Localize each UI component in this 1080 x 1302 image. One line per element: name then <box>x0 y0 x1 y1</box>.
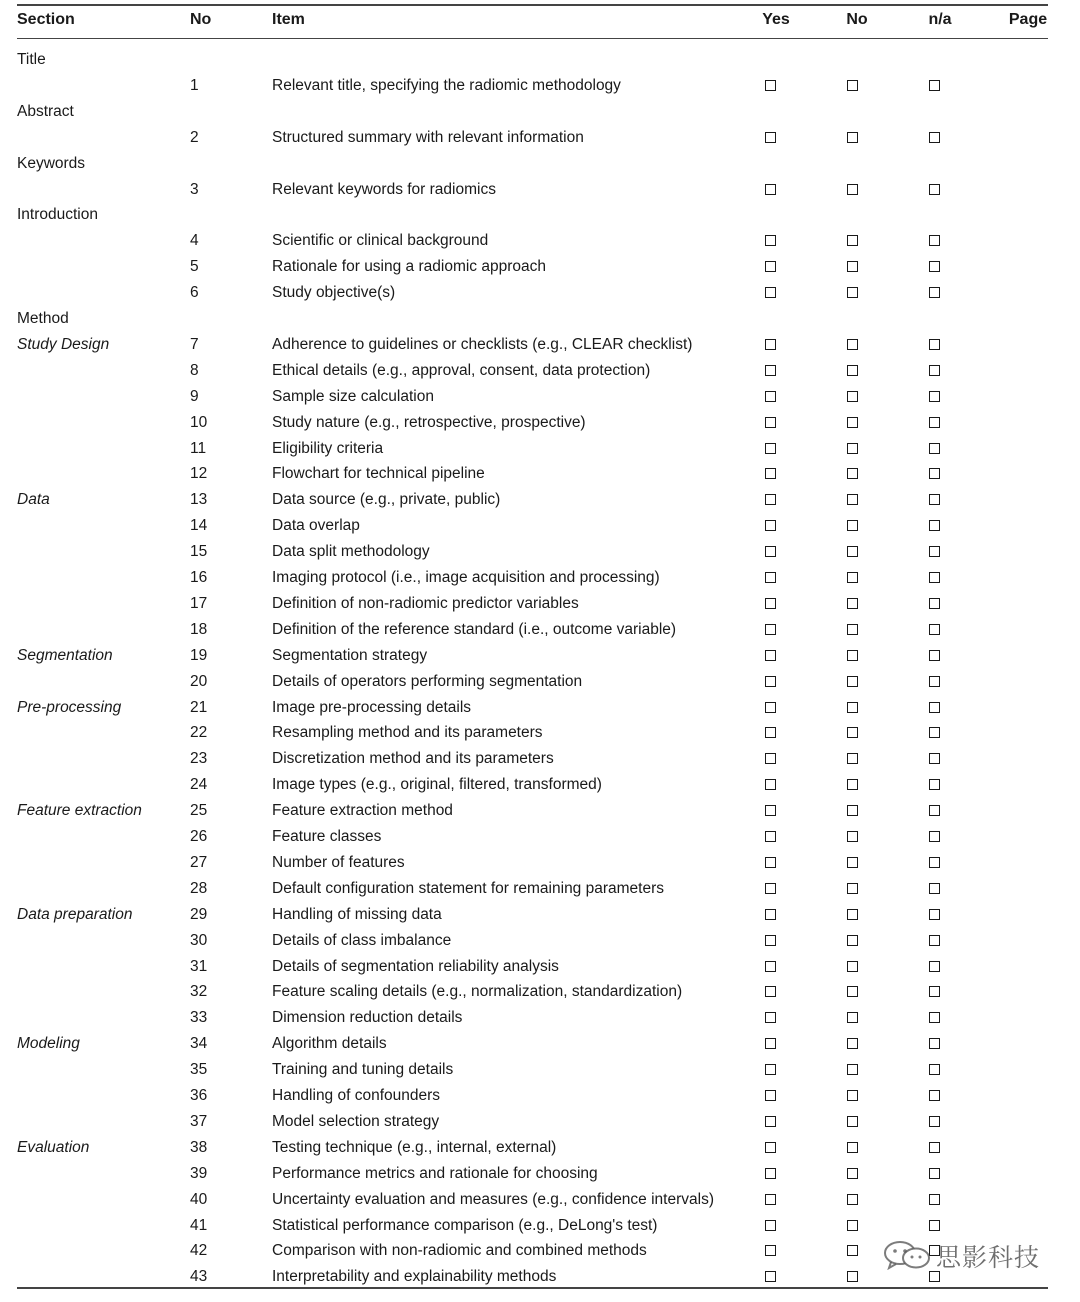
item-number: 20 <box>190 672 208 690</box>
item-description: Comparison with non-radiomic and combined methods <box>272 1242 647 1260</box>
item-number: 3 <box>190 180 199 198</box>
no-checkbox[interactable] <box>847 676 858 687</box>
table-row <box>0 125 1080 151</box>
yes-checkbox[interactable] <box>765 1194 776 1205</box>
na-checkbox[interactable] <box>929 1090 940 1101</box>
yes-checkbox[interactable] <box>765 727 776 738</box>
item-number: 43 <box>190 1268 208 1286</box>
table-row <box>0 1135 1080 1161</box>
na-checkbox[interactable] <box>929 494 940 505</box>
header-na: n/a <box>928 11 952 28</box>
table-row <box>0 1187 1080 1213</box>
yes-checkbox[interactable] <box>765 1142 776 1153</box>
item-description: Interpretability and explainability methods <box>272 1268 557 1286</box>
item-number: 29 <box>190 905 208 923</box>
no-checkbox[interactable] <box>847 572 858 583</box>
yes-checkbox[interactable] <box>765 339 776 350</box>
item-description: Image types (e.g., original, filtered, transformed) <box>272 776 602 794</box>
table-row <box>0 954 1080 980</box>
item-description: Eligibility criteria <box>272 439 384 457</box>
header-page: Page <box>1008 11 1048 28</box>
item-number: 12 <box>190 465 208 483</box>
item-description: Algorithm details <box>272 1035 387 1053</box>
no-checkbox[interactable] <box>847 702 858 713</box>
table-row <box>0 254 1080 280</box>
na-checkbox[interactable] <box>929 624 940 635</box>
item-description: Definition of non-radiomic predictor variables <box>272 594 579 612</box>
section-heading-row <box>0 151 1080 177</box>
yes-checkbox[interactable] <box>765 1271 776 1282</box>
item-number: 36 <box>190 1087 208 1104</box>
no-checkbox[interactable] <box>847 339 858 350</box>
yes-checkbox[interactable] <box>765 391 776 402</box>
table-row <box>0 591 1080 617</box>
bottom-rule <box>17 1287 1048 1289</box>
na-checkbox[interactable] <box>929 1038 940 1049</box>
yes-checkbox[interactable] <box>765 417 776 428</box>
yes-checkbox[interactable] <box>765 753 776 764</box>
yes-checkbox[interactable] <box>765 676 776 687</box>
table-row <box>0 1161 1080 1187</box>
subsection-label: Data <box>17 491 50 509</box>
item-number: 10 <box>190 413 208 431</box>
no-checkbox[interactable] <box>847 1220 858 1231</box>
na-checkbox[interactable] <box>929 598 940 609</box>
item-description: Data overlap <box>272 517 360 535</box>
table-row <box>0 539 1080 565</box>
item-description: Model selection strategy <box>272 1112 440 1130</box>
item-number: 13 <box>190 491 208 509</box>
na-checkbox[interactable] <box>929 779 940 790</box>
table-row <box>0 772 1080 798</box>
top-rule <box>17 4 1048 6</box>
table-row <box>0 487 1080 513</box>
section-label: Keywords <box>17 154 86 172</box>
table-row <box>0 332 1080 358</box>
no-checkbox[interactable] <box>847 546 858 557</box>
no-checkbox[interactable] <box>847 1064 858 1075</box>
item-number: 26 <box>190 828 208 845</box>
item-number: 8 <box>190 361 199 379</box>
yes-checkbox[interactable] <box>765 184 776 195</box>
table-row <box>0 695 1080 721</box>
item-number: 35 <box>190 1061 208 1079</box>
item-number: 5 <box>190 258 199 276</box>
watermark-text: 思影科技 <box>936 1243 1041 1272</box>
item-number: 38 <box>190 1138 208 1156</box>
table-row <box>0 1057 1080 1083</box>
table-row <box>0 1005 1080 1031</box>
header-no-column: No <box>846 11 868 28</box>
item-description: Details of segmentation reliability analysis <box>272 957 559 975</box>
item-description: Ethical details (e.g., approval, consent, data protection) <box>272 361 651 379</box>
item-description: Imaging protocol (i.e., image acquisition and processing) <box>272 569 660 586</box>
table-row <box>0 461 1080 487</box>
na-checkbox[interactable] <box>929 676 940 687</box>
no-checkbox[interactable] <box>847 1142 858 1153</box>
no-checkbox[interactable] <box>847 468 858 479</box>
no-checkbox[interactable] <box>847 1168 858 1179</box>
yes-checkbox[interactable] <box>765 468 776 479</box>
table-row <box>0 73 1080 99</box>
item-description: Handling of missing data <box>272 905 442 923</box>
item-number: 11 <box>190 439 207 457</box>
no-checkbox[interactable] <box>847 753 858 764</box>
item-number: 37 <box>190 1112 208 1130</box>
item-description: Statistical performance comparison (e.g., DeLong's test) <box>272 1216 658 1234</box>
item-number: 14 <box>190 517 208 535</box>
no-checkbox[interactable] <box>847 1194 858 1205</box>
na-checkbox[interactable] <box>929 391 940 402</box>
yes-checkbox[interactable] <box>765 1220 776 1231</box>
yes-checkbox[interactable] <box>765 650 776 661</box>
item-description: Feature classes <box>272 828 382 845</box>
no-checkbox[interactable] <box>847 1116 858 1127</box>
no-checkbox[interactable] <box>847 365 858 376</box>
item-description: Adherence to guidelines or checklists (e.g., CLEAR checklist) <box>272 335 693 353</box>
header-rule <box>17 38 1048 39</box>
item-description: Performance metrics and rationale for choosing <box>272 1164 598 1182</box>
item-number: 32 <box>190 983 208 1001</box>
no-checkbox[interactable] <box>847 805 858 816</box>
na-checkbox[interactable] <box>929 572 940 583</box>
table-row <box>0 513 1080 539</box>
no-checkbox[interactable] <box>847 857 858 868</box>
no-checkbox[interactable] <box>847 235 858 246</box>
section-label: Method <box>17 310 69 327</box>
na-checkbox[interactable] <box>929 753 940 764</box>
na-checkbox[interactable] <box>929 1220 940 1231</box>
subsection-label: Study Design <box>17 335 110 353</box>
yes-checkbox[interactable] <box>765 1038 776 1049</box>
item-number: 42 <box>190 1242 208 1260</box>
yes-checkbox[interactable] <box>765 287 776 298</box>
item-number: 6 <box>190 284 199 302</box>
item-description: Sample size calculation <box>272 387 434 405</box>
item-description: Scientific or clinical background <box>272 232 489 250</box>
no-checkbox[interactable] <box>847 287 858 298</box>
subsection-label: Segmentation <box>17 646 113 664</box>
na-checkbox[interactable] <box>929 883 940 894</box>
na-checkbox[interactable] <box>929 650 940 661</box>
item-description: Relevant title, specifying the radiomic methodology <box>272 76 621 94</box>
no-checkbox[interactable] <box>847 132 858 143</box>
no-checkbox[interactable] <box>847 184 858 195</box>
na-checkbox[interactable] <box>929 1168 940 1179</box>
yes-checkbox[interactable] <box>765 132 776 143</box>
yes-checkbox[interactable] <box>765 365 776 376</box>
na-checkbox[interactable] <box>929 1012 940 1023</box>
na-checkbox[interactable] <box>929 80 940 91</box>
section-label: Abstract <box>17 102 74 120</box>
item-number: 7 <box>190 335 199 353</box>
yes-checkbox[interactable] <box>765 909 776 920</box>
no-checkbox[interactable] <box>847 883 858 894</box>
na-checkbox[interactable] <box>929 443 940 454</box>
na-checkbox[interactable] <box>929 468 940 479</box>
header-no: No <box>190 11 212 28</box>
item-description: Definition of the reference standard (i.e., outcome variable) <box>272 620 677 638</box>
na-checkbox[interactable] <box>929 184 940 195</box>
yes-checkbox[interactable] <box>765 883 776 894</box>
no-checkbox[interactable] <box>847 1038 858 1049</box>
yes-checkbox[interactable] <box>765 572 776 583</box>
item-number: 27 <box>190 853 208 871</box>
no-checkbox[interactable] <box>847 1245 858 1256</box>
yes-checkbox[interactable] <box>765 961 776 972</box>
na-checkbox[interactable] <box>929 986 940 997</box>
na-checkbox[interactable] <box>929 1142 940 1153</box>
item-description: Relevant keywords for radiomics <box>272 180 496 198</box>
item-description: Uncertainty evaluation and measures (e.g., confidence intervals) <box>272 1190 714 1208</box>
yes-checkbox[interactable] <box>765 1090 776 1101</box>
item-description: Handling of confounders <box>272 1087 441 1104</box>
item-number: 25 <box>190 802 208 820</box>
item-number: 23 <box>190 750 208 768</box>
no-checkbox[interactable] <box>847 80 858 91</box>
no-checkbox[interactable] <box>847 986 858 997</box>
header-section: Section <box>17 11 75 28</box>
table-row <box>0 358 1080 384</box>
yes-checkbox[interactable] <box>765 779 776 790</box>
item-description: Training and tuning details <box>272 1061 454 1079</box>
no-checkbox[interactable] <box>847 935 858 946</box>
table-row <box>0 1238 1080 1264</box>
yes-checkbox[interactable] <box>765 598 776 609</box>
table-row <box>0 928 1080 954</box>
yes-checkbox[interactable] <box>765 1245 776 1256</box>
table-row <box>0 228 1080 254</box>
item-description: Flowchart for technical pipeline <box>272 465 485 483</box>
na-checkbox[interactable] <box>929 805 940 816</box>
no-checkbox[interactable] <box>847 417 858 428</box>
table-row <box>0 902 1080 928</box>
item-number: 39 <box>190 1164 208 1182</box>
item-number: 21 <box>190 698 208 716</box>
na-checkbox[interactable] <box>929 1245 940 1256</box>
no-checkbox[interactable] <box>847 520 858 531</box>
yes-checkbox[interactable] <box>765 261 776 272</box>
item-description: Dimension reduction details <box>272 1009 463 1027</box>
table-row <box>0 1083 1080 1109</box>
item-description: Study nature (e.g., retrospective, prospective) <box>272 413 586 431</box>
item-description: Data source (e.g., private, public) <box>272 491 501 509</box>
table-row <box>0 876 1080 902</box>
section-heading-row <box>0 306 1080 332</box>
yes-checkbox[interactable] <box>765 520 776 531</box>
yes-checkbox[interactable] <box>765 702 776 713</box>
item-description: Default configuration statement for remaining parameters <box>272 879 665 897</box>
yes-checkbox[interactable] <box>765 986 776 997</box>
yes-checkbox[interactable] <box>765 546 776 557</box>
no-checkbox[interactable] <box>847 624 858 635</box>
na-checkbox[interactable] <box>929 831 940 842</box>
na-checkbox[interactable] <box>929 132 940 143</box>
no-checkbox[interactable] <box>847 650 858 661</box>
item-description: Structured summary with relevant information <box>272 128 584 146</box>
header-item: Item <box>272 11 305 28</box>
no-checkbox[interactable] <box>847 831 858 842</box>
item-description: Segmentation strategy <box>272 646 428 664</box>
section-label: Title <box>17 51 46 68</box>
na-checkbox[interactable] <box>929 857 940 868</box>
table-row <box>0 979 1080 1005</box>
table-row <box>0 617 1080 643</box>
subsection-label: Evaluation <box>17 1138 90 1156</box>
yes-checkbox[interactable] <box>765 805 776 816</box>
section-heading-row <box>0 99 1080 125</box>
yes-checkbox[interactable] <box>765 935 776 946</box>
header-yes: Yes <box>762 11 790 28</box>
item-number: 34 <box>190 1035 208 1053</box>
yes-checkbox[interactable] <box>765 1064 776 1075</box>
table-row <box>0 746 1080 772</box>
na-checkbox[interactable] <box>929 261 940 272</box>
item-number: 4 <box>190 232 199 250</box>
na-checkbox[interactable] <box>929 339 940 350</box>
no-checkbox[interactable] <box>847 494 858 505</box>
na-checkbox[interactable] <box>929 1271 940 1282</box>
item-number: 41 <box>190 1216 208 1234</box>
no-checkbox[interactable] <box>847 261 858 272</box>
table-row <box>0 384 1080 410</box>
no-checkbox[interactable] <box>847 779 858 790</box>
na-checkbox[interactable] <box>929 1194 940 1205</box>
no-checkbox[interactable] <box>847 443 858 454</box>
item-description: Resampling method and its parameters <box>272 724 543 742</box>
item-number: 19 <box>190 646 208 664</box>
na-checkbox[interactable] <box>929 702 940 713</box>
item-description: Details of class imbalance <box>272 931 452 949</box>
na-checkbox[interactable] <box>929 546 940 557</box>
na-checkbox[interactable] <box>929 520 940 531</box>
item-description: Details of operators performing segmentation <box>272 672 583 690</box>
subsection-label: Pre-processing <box>17 698 122 716</box>
table-row <box>0 798 1080 824</box>
table-row <box>0 1213 1080 1239</box>
table-row <box>0 720 1080 746</box>
no-checkbox[interactable] <box>847 961 858 972</box>
no-checkbox[interactable] <box>847 1271 858 1282</box>
item-description: Data split methodology <box>272 543 430 561</box>
yes-checkbox[interactable] <box>765 624 776 635</box>
item-number: 31 <box>190 957 208 975</box>
yes-checkbox[interactable] <box>765 1116 776 1127</box>
na-checkbox[interactable] <box>929 909 940 920</box>
item-number: 33 <box>190 1009 208 1027</box>
item-description: Number of features <box>272 853 405 871</box>
item-description: Study objective(s) <box>272 284 396 302</box>
na-checkbox[interactable] <box>929 1116 940 1127</box>
item-description: Feature extraction method <box>272 802 453 820</box>
na-checkbox[interactable] <box>929 417 940 428</box>
yes-checkbox[interactable] <box>765 235 776 246</box>
na-checkbox[interactable] <box>929 935 940 946</box>
no-checkbox[interactable] <box>847 598 858 609</box>
item-number: 28 <box>190 879 208 897</box>
item-number: 16 <box>190 569 208 586</box>
na-checkbox[interactable] <box>929 287 940 298</box>
table-row <box>0 410 1080 436</box>
item-number: 15 <box>190 543 208 561</box>
no-checkbox[interactable] <box>847 1012 858 1023</box>
na-checkbox[interactable] <box>929 961 940 972</box>
yes-checkbox[interactable] <box>765 1012 776 1023</box>
item-description: Testing technique (e.g., internal, external) <box>272 1138 557 1156</box>
subsection-label: Modeling <box>17 1035 80 1053</box>
item-number: 24 <box>190 776 208 794</box>
item-description: Rationale for using a radiomic approach <box>272 258 546 276</box>
table-row <box>0 280 1080 306</box>
subsection-label: Feature extraction <box>17 802 142 820</box>
table-row <box>0 177 1080 203</box>
na-checkbox[interactable] <box>929 727 940 738</box>
table-row <box>0 643 1080 669</box>
item-number: 40 <box>190 1190 208 1208</box>
yes-checkbox[interactable] <box>765 80 776 91</box>
section-heading-row <box>0 47 1080 73</box>
item-number: 22 <box>190 724 208 742</box>
item-number: 9 <box>190 387 199 405</box>
table-row <box>0 824 1080 850</box>
table-row <box>0 436 1080 462</box>
na-checkbox[interactable] <box>929 1064 940 1075</box>
item-number: 2 <box>190 128 199 146</box>
table-row <box>0 565 1080 591</box>
yes-checkbox[interactable] <box>765 1168 776 1179</box>
item-description: Image pre-processing details <box>272 698 472 716</box>
table-row <box>0 850 1080 876</box>
yes-checkbox[interactable] <box>765 831 776 842</box>
na-checkbox[interactable] <box>929 235 940 246</box>
no-checkbox[interactable] <box>847 909 858 920</box>
no-checkbox[interactable] <box>847 727 858 738</box>
section-label: Introduction <box>17 206 98 224</box>
item-number: 17 <box>190 594 208 612</box>
subsection-label: Data preparation <box>17 905 133 923</box>
no-checkbox[interactable] <box>847 391 858 402</box>
item-description: Discretization method and its parameters <box>272 750 554 768</box>
table-row <box>0 669 1080 695</box>
yes-checkbox[interactable] <box>765 443 776 454</box>
no-checkbox[interactable] <box>847 1090 858 1101</box>
item-number: 1 <box>190 76 199 94</box>
na-checkbox[interactable] <box>929 365 940 376</box>
table-row <box>0 1109 1080 1135</box>
section-heading-row <box>0 202 1080 228</box>
table-row <box>0 1031 1080 1057</box>
yes-checkbox[interactable] <box>765 857 776 868</box>
item-number: 18 <box>190 620 208 638</box>
item-number: 30 <box>190 931 208 949</box>
yes-checkbox[interactable] <box>765 494 776 505</box>
item-description: Feature scaling details (e.g., normalization, standardization) <box>272 983 683 1001</box>
